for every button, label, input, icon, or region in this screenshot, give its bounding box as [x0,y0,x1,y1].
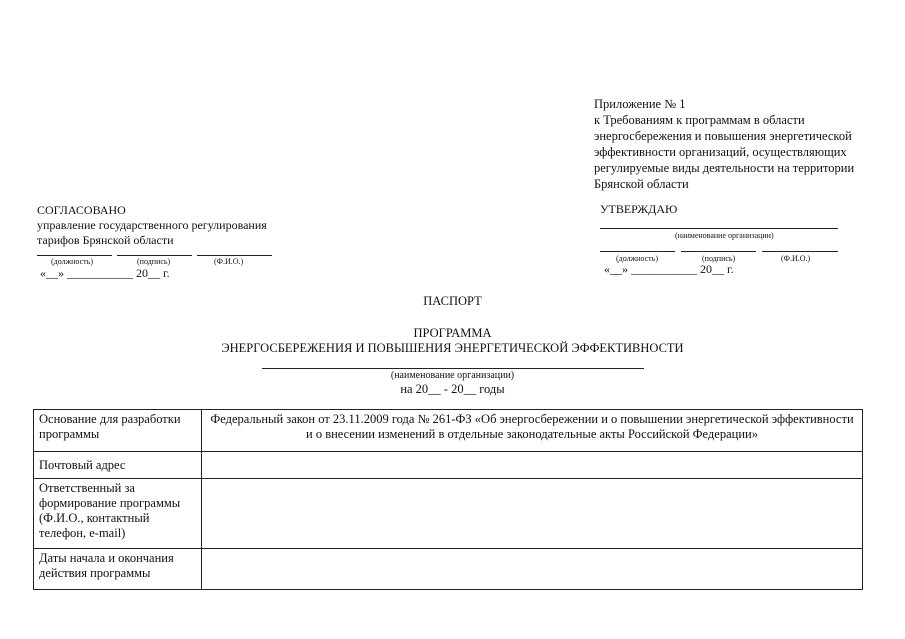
confirm-date: «__» ___________ 20__ г. [604,262,734,276]
name-line [197,255,272,256]
row-value [202,549,863,590]
document-title: ПАСПОРТ [423,294,482,308]
signature-line [117,255,192,256]
approval-block [37,203,267,248]
row-label: Основание для разработки программы [34,410,202,452]
appendix-line: к Требованиям к программам в области [594,113,805,127]
approval-org-line: управление государственного регулирования [37,218,267,232]
name-caption: (Ф.И.О.) [214,257,244,266]
signature-caption: (подпись) [702,254,736,263]
position-caption: (должность) [616,254,658,263]
program-subtitle: ЭНЕРГОСБЕРЕЖЕНИЯ И ПОВЫШЕНИЯ ЭНЕРГЕТИЧЕСКОЙ ЭФФЕКТИВНОСТИ [221,341,684,355]
name-caption: (Ф.И.О.) [781,254,811,263]
confirm-heading: УТВЕРЖДАЮ [600,202,678,216]
signature-line [681,251,756,252]
row-value [202,452,863,479]
position-line [600,251,675,252]
row-label: Даты начала и окончания действия программы [34,549,202,590]
signature-caption: (подпись) [137,257,171,266]
row-value [202,479,863,549]
program-title: ПРОГРАММА [413,326,492,340]
position-line [37,255,112,256]
appendix-line: регулируемые виды деятельности на территории [594,161,855,175]
org-line [600,228,838,229]
row-label: Ответственный за формирование программы (Ф.И.О., контактный телефон, e-mail) [34,479,202,549]
table-row [34,479,863,549]
appendix-note [594,96,884,192]
program-years: на 20__ - 20__ годы [400,382,505,396]
position-caption: (должность) [51,257,93,266]
table-row [34,549,863,590]
org-caption: (наименование организации) [675,231,774,240]
approval-date: «__» ___________ 20__ г. [40,266,170,280]
name-line [762,251,838,252]
org-name-caption: (наименование организации) [390,370,515,381]
appendix-line: эффективности организаций, осуществляющих [594,145,847,159]
appendix-line: энергосбережения и повышения энергетической [594,129,852,143]
approval-heading: СОГЛАСОВАНО [37,203,126,217]
appendix-line: Приложение № 1 [594,97,686,111]
table-row [34,452,863,479]
org-name-line [262,368,644,369]
row-label: Почтовый адрес [34,452,202,479]
appendix-line: Брянской области [594,177,689,191]
approval-org-line: тарифов Брянской области [37,233,174,247]
passport-table [33,409,863,590]
row-value: Федеральный закон от 23.11.2009 года № 261-ФЗ «Об энергосбережении и о повышении энергетической эффективности и о внесении изменений в отдельные законодательные акты Российской Федерации» [202,410,863,452]
table-row [34,410,863,452]
